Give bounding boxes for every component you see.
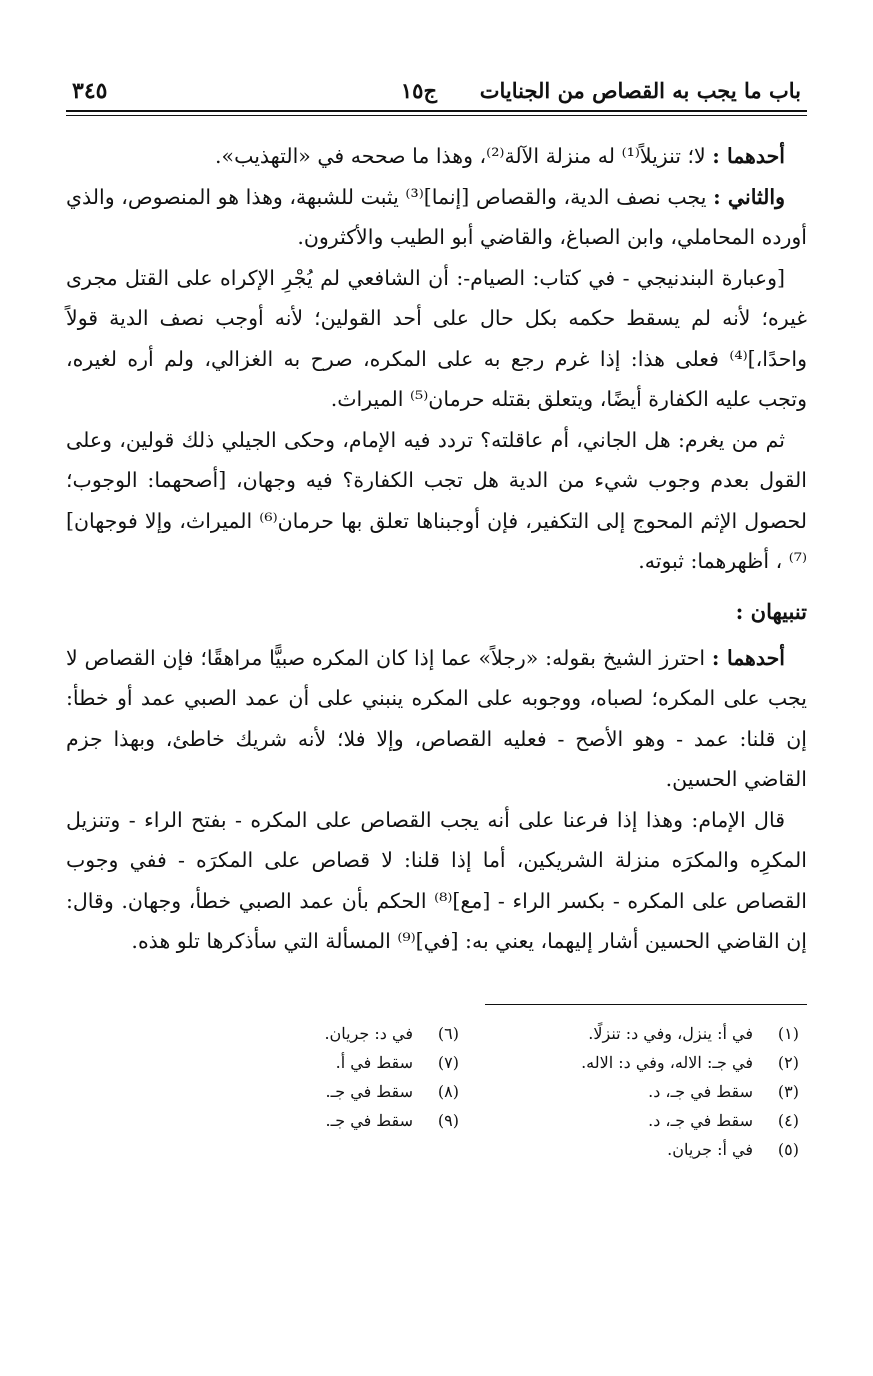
footnote-text: في أ: جريان.: [667, 1139, 753, 1159]
footnote-item: [499, 1048, 799, 1077]
footnote-item: [499, 1019, 799, 1048]
paragraph-text: لا؛ تنزيلاً⁽¹⁾ له منزلة الآلة⁽²⁾، وهذا ما صححه في «التهذيب».: [215, 144, 713, 168]
paragraph-lead: والثاني :: [713, 184, 785, 209]
section-heading: تنبيهان :: [735, 598, 807, 624]
paragraph-text: قال الإمام: وهذا إذا فرعنا على أنه يجب القصاص على المكره - بفتح الراء - وتنزيل المكرِه والمكرَه منزلة الشريكين، أما إذا قلنا: لا قصاص على المكرَه - ففي وجوب القصاص على المكره - بكسر الراء - [مع]⁽⁸⁾ الحكم بأن عمد الصبي خطأ، وجهان. وقال: إن القاضي الحسين أشار إليهما، يعني به: [في]⁽⁹⁾ المسألة التي سأذكرها تلو هذه.: [66, 807, 807, 953]
footnote-number: (٣): [777, 1081, 799, 1101]
body-text: [66, 136, 807, 962]
footnote-item: [159, 1048, 459, 1077]
chapter-title: باب ما يجب به القصاص من الجنايات: [479, 78, 801, 103]
paragraph-text: [وعبارة البندنيجي - في كتاب: الصيام-: أن الشافعي لم يُجْرِ الإكراه على القتل مجرى غيره؛ لأنه لم يسقط حكمه بكل حال على أحد القولين؛ لأنه أوجب نصف الدية قولاً واحدًا،]⁽⁴⁾ فعلى هذا: إذا غرم رجع به على المكره، صرح به الغزالي، ولم أره لغيره، وتجب عليه الكفارة أيضًا، ويتعلق بقتله حرمان⁽⁵⁾ الميراث.: [66, 265, 807, 411]
footnote-item: [499, 1135, 799, 1164]
paragraph-text: ثم من يغرم: هل الجاني، أم عاقلته؟ تردد فيه الإمام، وحكى الجيلي ذلك قولين، وعلى القول بعدم وجوب شيء من الدية هل تجب الكفارة؟ فيه وجهان، [أصحهما: الوجوب؛ لحصول الإثم المحوج إلى التكفير، فإن أوجبناها تعلق بها حرمان⁽⁶⁾ الميراث، وإلا فوجهان]⁽⁷⁾ ، أظهرهما: ثبوته.: [66, 427, 807, 573]
volume-label: ج١٥: [400, 78, 438, 103]
paragraph: [66, 177, 807, 258]
footnote-text: في أ: ينزل، وفي د: تنزلًا.: [588, 1023, 753, 1043]
footnote-number: (٨): [437, 1081, 459, 1101]
footnote-text: سقط في جـ، د.: [648, 1081, 753, 1101]
header-rule: [66, 110, 807, 116]
running-head-right: [401, 78, 801, 103]
footnote-item: [159, 1106, 459, 1135]
footnote-item: [499, 1077, 799, 1106]
running-head: [66, 78, 807, 110]
footnote-text: سقط في جـ، د.: [648, 1110, 753, 1130]
page-number: ٣٤٥: [72, 78, 108, 104]
footnote-item: [499, 1106, 799, 1135]
footnotes-column-right: [499, 1019, 799, 1164]
footnote-item: [159, 1019, 459, 1048]
footnote-text: في جـ: الاله، وفي د: الاله.: [581, 1052, 753, 1072]
footnote-text: سقط في جـ.: [325, 1110, 413, 1130]
footnote-item: [159, 1077, 459, 1106]
footnote-number: (٧): [437, 1052, 459, 1072]
paragraph-text: احترز الشيخ بقوله: «رجلاً» عما إذا كان المكره صبيًّا مراهقًا؛ فإن القصاص لا يجب على المكره؛ لصباه، ووجوبه على المكره ينبني على أن عمد الصبي عمد أو خطأ: إن قلنا: عمد - وهو الأصح - فعليه القصاص، وإلا فلا؛ لأنه شريك خاطئ، وبهذا جزم القاضي الحسين.: [66, 645, 807, 791]
footnote-text: في د: جريان.: [324, 1023, 413, 1043]
footnote-text: سقط في أ.: [335, 1052, 413, 1072]
footnote-rule: [485, 1004, 807, 1005]
footnote-number: (٤): [777, 1110, 799, 1130]
footnote-number: (٩): [437, 1110, 459, 1130]
footnote-number: (٦): [437, 1023, 459, 1043]
footnote-number: (٢): [777, 1052, 799, 1072]
paragraph: [66, 420, 807, 582]
paragraph: [66, 638, 807, 800]
footnote-number: (٥): [777, 1139, 799, 1159]
paragraph-text: يجب نصف الدية، والقصاص [إنما]⁽³⁾ يثبت للشبهة، وهذا هو المنصوص، والذي أورده المحاملي، وابن الصباغ، والقاضي أبو الطيب والأكثرون.: [66, 184, 807, 249]
paragraph: [66, 258, 807, 420]
paragraph: [66, 136, 807, 177]
footnote-text: سقط في جـ.: [325, 1081, 413, 1101]
paragraph: [66, 800, 807, 962]
footnote-number: (١): [777, 1023, 799, 1043]
paragraph-lead: أحدهما :: [712, 144, 785, 168]
footnotes-column-left: [159, 1019, 459, 1164]
paragraph-lead: أحدهما :: [711, 645, 785, 670]
footnotes: [66, 1019, 807, 1164]
